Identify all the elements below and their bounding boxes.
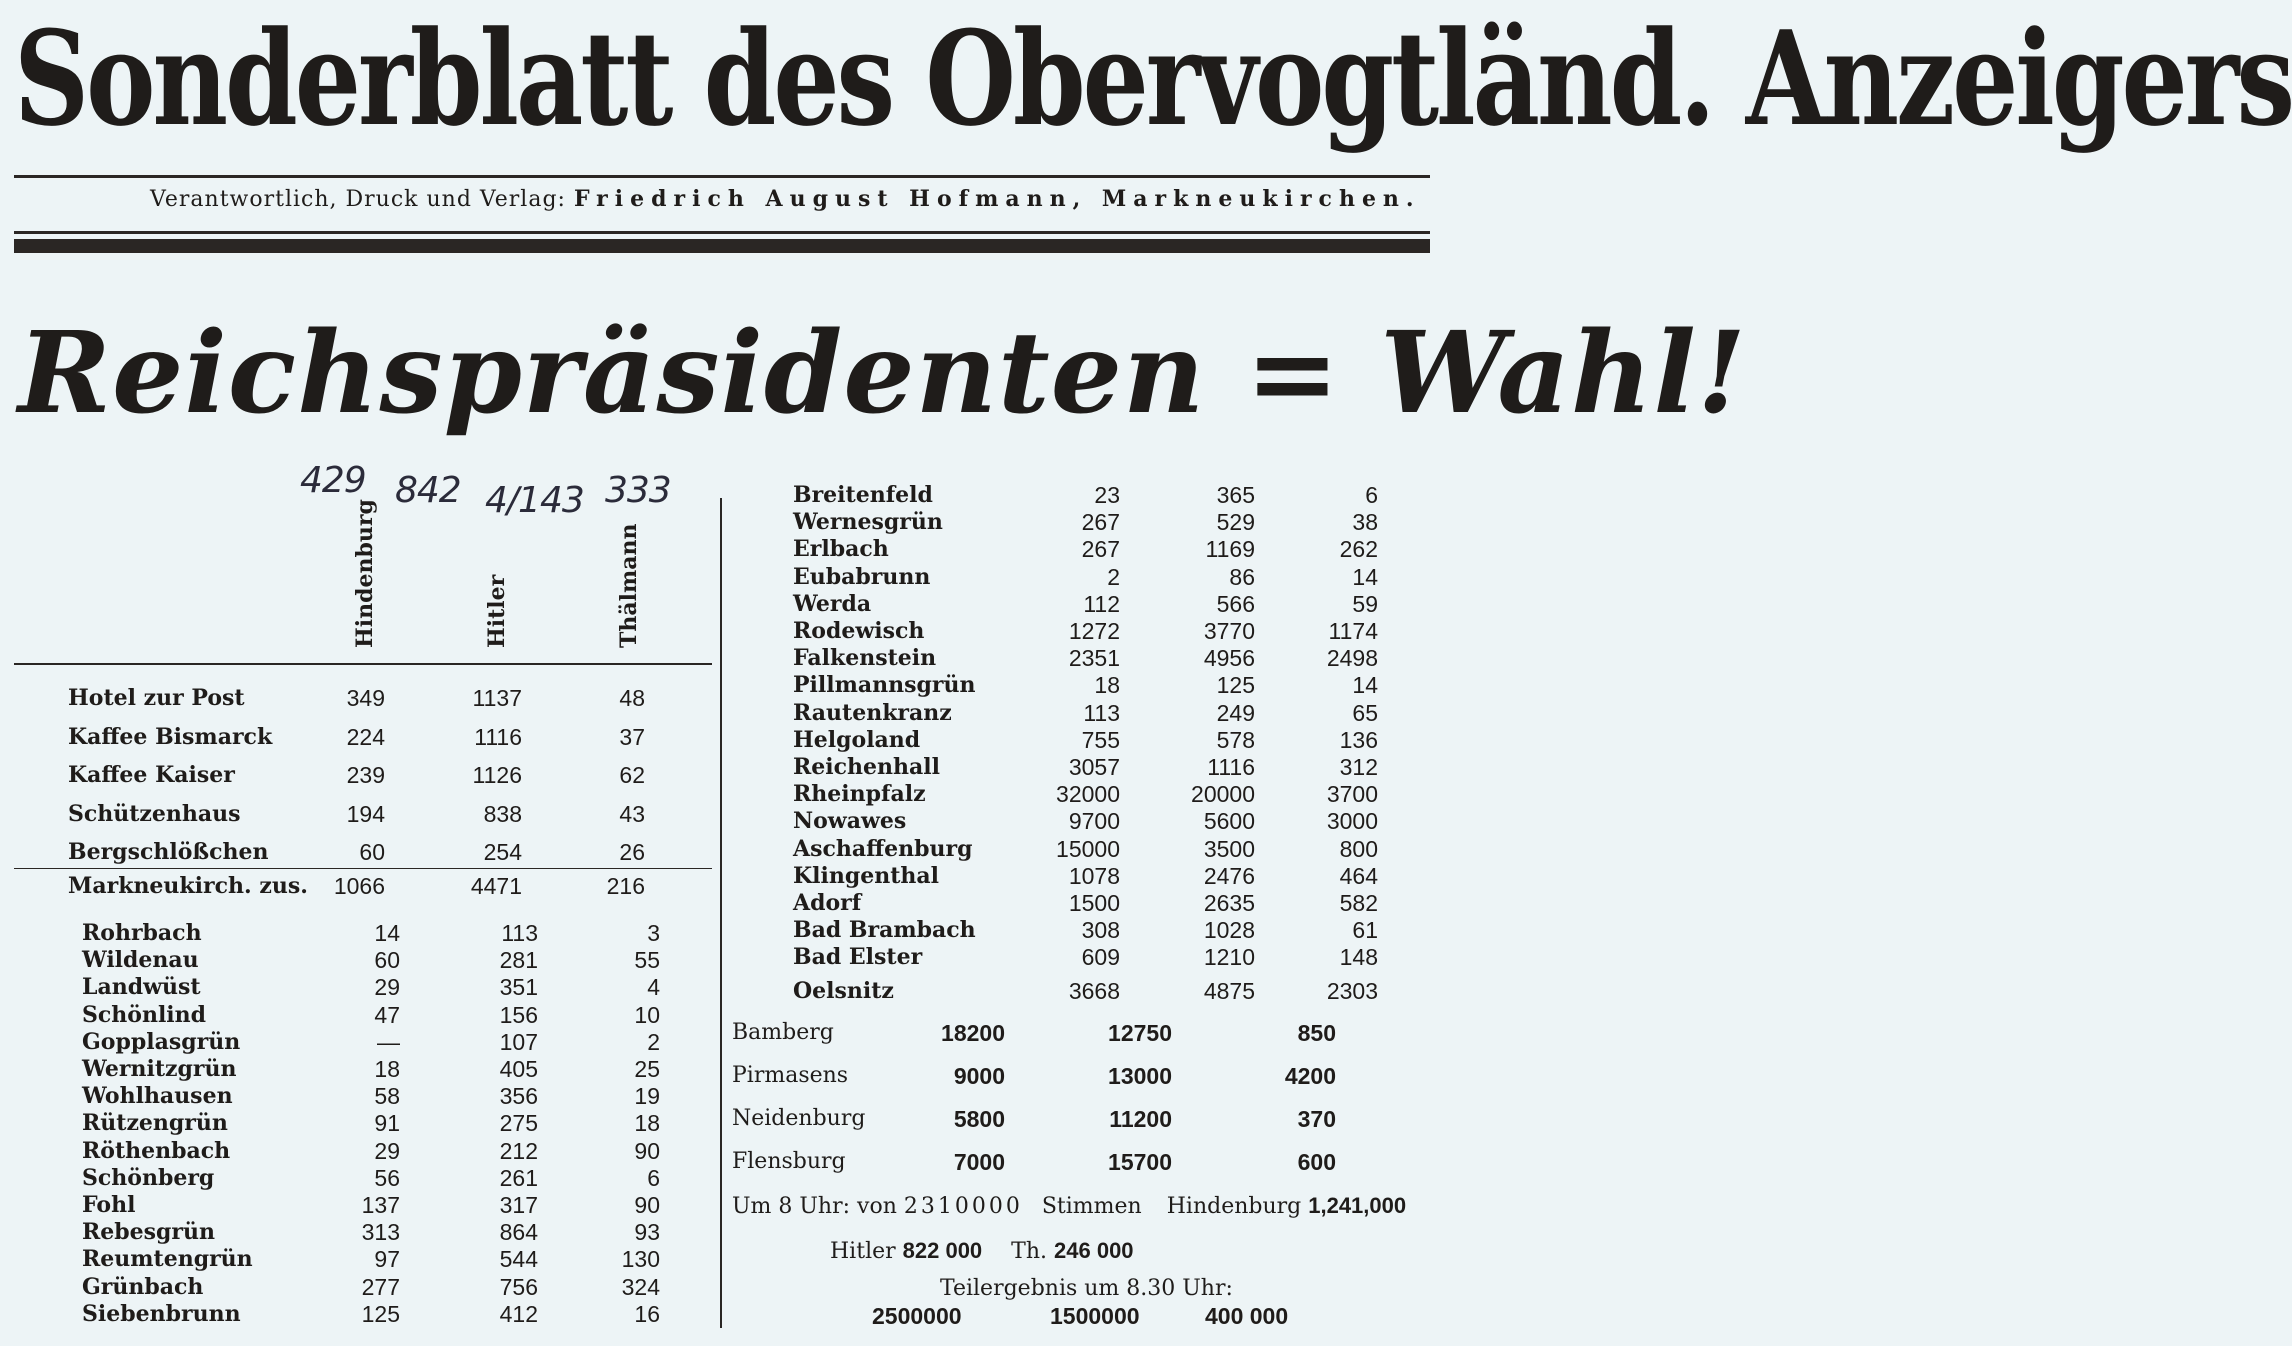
cell-hindenburg: 1272 — [1068, 618, 1120, 644]
cell-hindenburg: 97 — [374, 1246, 400, 1273]
row-name: Klingenthal — [793, 862, 939, 889]
cell-hitler: 212 — [499, 1137, 538, 1164]
cell-hindenburg: 15000 — [1056, 835, 1120, 862]
cell-thaelmann: 38 — [1352, 509, 1378, 536]
cell-hitler: 5600 — [1203, 808, 1255, 835]
handwritten-total-all: 4/143 — [485, 480, 584, 521]
rule-thick — [14, 239, 1430, 253]
cell-thaelmann: 800 — [1339, 835, 1378, 862]
cell-thaelmann: 10 — [634, 1001, 660, 1028]
row-name: Aschaffenburg — [793, 835, 973, 862]
cell-hitler: 261 — [499, 1164, 538, 1191]
row-name: Rautenkranz — [793, 699, 952, 726]
cell-thaelmann: 65 — [1352, 699, 1378, 726]
cell-thaelmann: 48 — [619, 685, 645, 711]
cell-thaelmann: 90 — [634, 1192, 660, 1218]
cell-hitler: 412 — [499, 1300, 538, 1327]
cell-hitler: 86 — [1229, 563, 1255, 590]
cell-hindenburg: — — [377, 1028, 400, 1055]
cell-hitler: 1028 — [1203, 917, 1255, 944]
handwritten-total-thaelmann: 333 — [605, 470, 671, 511]
cell-thaelmann: 4200 — [1284, 1063, 1336, 1089]
cell-thaelmann: 6 — [647, 1164, 660, 1191]
cell-thaelmann: 25 — [634, 1056, 660, 1082]
cell-thaelmann: 2303 — [1326, 977, 1378, 1004]
cell-thaelmann: 3700 — [1326, 781, 1378, 808]
cell-hindenburg: 239 — [346, 762, 385, 788]
cell-thaelmann: 26 — [619, 839, 645, 865]
cell-thaelmann: 130 — [621, 1246, 660, 1273]
cell-hitler: 317 — [499, 1192, 538, 1218]
cell-hitler: 529 — [1216, 509, 1255, 536]
cell-thaelmann: 582 — [1339, 890, 1378, 916]
cell-hindenburg: 2351 — [1068, 645, 1120, 672]
row-name: Adorf — [793, 890, 862, 916]
cell-hindenburg: 32000 — [1056, 781, 1120, 808]
note-total-votes: 2310000 — [903, 1194, 1023, 1219]
cell-thaelmann: 2498 — [1326, 645, 1378, 672]
row-name: Kaffee Kaiser — [68, 762, 235, 788]
cell-hindenburg: 5800 — [953, 1106, 1005, 1132]
cell-hindenburg: 755 — [1081, 726, 1120, 753]
row-name: Pirmasens — [732, 1063, 849, 1088]
cell-thaelmann: 324 — [621, 1273, 660, 1300]
row-name: Nowawes — [793, 808, 907, 835]
cell-hindenburg: 18 — [374, 1056, 400, 1082]
masthead-title: Sonderblatt des Obervogtländ. Anzeigers — [14, 1, 2292, 156]
row-name: Kaffee Bismarck — [68, 723, 273, 750]
cell-hindenburg: 3668 — [1068, 977, 1120, 1004]
cell-hitler: 1137 — [472, 685, 522, 711]
note-votes-label: Stimmen — [1041, 1194, 1142, 1219]
cell-hitler: 405 — [499, 1056, 538, 1082]
cell-hitler: 544 — [499, 1246, 538, 1273]
cell-thaelmann: 14 — [1352, 563, 1378, 590]
cell-thaelmann: 55 — [634, 947, 660, 974]
cell-hitler: 20000 — [1191, 781, 1255, 808]
cell-thaelmann: 4 — [647, 974, 660, 1001]
cell-hitler: 4875 — [1203, 977, 1255, 1004]
row-name: Breitenfeld — [793, 482, 933, 508]
note-hindenburg-label: Hindenburg — [1166, 1194, 1302, 1219]
row-name: Hotel zur Post — [68, 685, 245, 711]
cell-hindenburg: 277 — [361, 1273, 400, 1300]
cell-hindenburg: 9000 — [953, 1063, 1005, 1089]
row-name: Eubabrunn — [793, 563, 931, 590]
cell-hitler: 2635 — [1203, 890, 1255, 916]
cell-hitler: 864 — [499, 1219, 538, 1246]
row-name: Fohl — [82, 1192, 136, 1218]
cell-hitler: 838 — [483, 800, 522, 827]
row-name: Markneukirch. zus. — [68, 872, 308, 899]
note-time: Um 8 Uhr: von — [732, 1194, 897, 1219]
cell-thaelmann: 850 — [1297, 1020, 1336, 1046]
row-name: Wildenau — [82, 947, 199, 974]
column-divider — [720, 498, 722, 1328]
cell-hitler: 2476 — [1203, 862, 1255, 889]
cell-hindenburg: 137 — [361, 1192, 400, 1218]
cell-thaelmann: 61 — [1352, 917, 1378, 944]
row-name: Rebesgrün — [82, 1219, 216, 1246]
row-name: Oelsnitz — [793, 977, 894, 1004]
cell-hindenburg: 2 — [1107, 563, 1120, 590]
cell-hitler: 281 — [499, 947, 538, 974]
cell-hitler: 13000 — [1108, 1063, 1172, 1089]
cell-hindenburg: 18 — [1094, 672, 1120, 699]
cell-hindenburg: 1078 — [1068, 862, 1120, 889]
cell-hitler: 356 — [499, 1083, 538, 1110]
cell-hindenburg: 1500 — [1068, 890, 1120, 916]
cell-hitler: 156 — [499, 1001, 538, 1028]
cell-hitler: 107 — [499, 1028, 538, 1055]
rule-thin — [14, 231, 1430, 234]
imprint-label: Verantwortlich, Druck und Verlag: — [150, 187, 566, 212]
left-table-rule — [14, 663, 712, 665]
row-name: Reichenhall — [793, 754, 940, 780]
row-name: Reumtengrün — [82, 1246, 253, 1273]
row-name: Neidenburg — [732, 1106, 866, 1131]
cell-thaelmann: 1174 — [1328, 618, 1378, 644]
note-line-2 — [830, 1238, 1134, 1264]
cell-hindenburg: 29 — [374, 974, 400, 1001]
row-name: Schönberg — [82, 1164, 215, 1191]
cell-hitler: 365 — [1216, 482, 1255, 508]
cell-hindenburg: 7000 — [953, 1149, 1005, 1175]
cell-hitler: 1116 — [474, 723, 522, 750]
row-name: Rohrbach — [82, 920, 202, 946]
cell-hitler: 11200 — [1109, 1106, 1172, 1132]
cell-hindenburg: 29 — [374, 1137, 400, 1164]
cell-hitler: 566 — [1216, 590, 1255, 617]
cell-hindenburg: 60 — [359, 839, 385, 865]
row-name: Wernitzgrün — [82, 1056, 237, 1082]
row-name: Siebenbrunn — [82, 1300, 241, 1327]
cell-thaelmann: 6 — [1365, 482, 1378, 508]
subtotal-rule — [14, 868, 712, 869]
row-name: Gopplasgrün — [82, 1028, 241, 1055]
row-name: Rützengrün — [82, 1110, 228, 1137]
cell-thaelmann: 18 — [634, 1110, 660, 1137]
row-name: Wohlhausen — [82, 1083, 233, 1110]
cell-thaelmann: 370 — [1297, 1106, 1336, 1132]
cell-hindenburg: 18200 — [941, 1020, 1005, 1046]
cell-hindenburg: 125 — [361, 1300, 400, 1327]
cell-hindenburg: 609 — [1081, 944, 1120, 971]
cell-thaelmann: 262 — [1339, 536, 1378, 563]
cell-hitler: 578 — [1216, 726, 1255, 753]
cell-thaelmann: 600 — [1297, 1149, 1336, 1175]
cell-thaelmann: 3000 — [1326, 808, 1378, 835]
row-name: Pillmannsgrün — [793, 672, 976, 699]
imprint-line — [150, 186, 1421, 212]
cell-hindenburg: 112 — [1083, 590, 1120, 617]
column-header-thaelmann: Thälmann — [616, 523, 642, 648]
cell-thaelmann: 148 — [1339, 944, 1378, 971]
cell-hitler: 4471 — [470, 872, 522, 899]
cell-thaelmann: 3 — [647, 920, 660, 946]
cell-hindenburg: 23 — [1094, 482, 1120, 508]
row-name: Rheinpfalz — [793, 781, 926, 808]
cell-hindenburg: 194 — [346, 800, 385, 827]
partial-result-thaelmann: 400 000 — [1205, 1303, 1289, 1329]
cell-thaelmann: 37 — [619, 723, 645, 750]
row-name: Bad Elster — [793, 944, 923, 971]
cell-hitler: 275 — [499, 1110, 538, 1137]
cell-thaelmann: 16 — [634, 1300, 660, 1327]
cell-hindenburg: 9700 — [1068, 808, 1120, 835]
row-name: Rodewisch — [793, 618, 925, 644]
note-line-3: Teilergebnis um 8.30 Uhr: — [940, 1276, 1233, 1301]
rule-top — [14, 175, 1430, 178]
cell-hitler: 1169 — [1205, 536, 1255, 563]
cell-hindenburg: 224 — [346, 723, 385, 750]
row-name: Wernesgrün — [793, 509, 943, 536]
cell-hindenburg: 267 — [1081, 509, 1120, 536]
cell-hindenburg: 308 — [1081, 917, 1120, 944]
cell-thaelmann: 216 — [606, 872, 645, 899]
note-hitler-value: 822 000 — [902, 1238, 983, 1263]
cell-hindenburg: 56 — [374, 1164, 400, 1191]
row-name: Bamberg — [732, 1020, 834, 1045]
cell-hindenburg: 3057 — [1068, 754, 1120, 780]
cell-hitler: 12750 — [1108, 1020, 1172, 1046]
cell-thaelmann: 136 — [1339, 726, 1378, 753]
cell-hindenburg: 313 — [361, 1219, 400, 1246]
cell-hindenburg: 91 — [374, 1110, 400, 1137]
cell-hitler: 113 — [501, 920, 538, 946]
row-name: Erlbach — [793, 536, 889, 563]
cell-hitler: 125 — [1216, 672, 1255, 699]
cell-thaelmann: 59 — [1352, 590, 1378, 617]
cell-hindenburg: 47 — [374, 1001, 400, 1028]
row-name: Falkenstein — [793, 645, 937, 672]
note-line-1 — [732, 1193, 1406, 1219]
cell-thaelmann: 2 — [647, 1028, 660, 1055]
cell-hitler: 3500 — [1203, 835, 1255, 862]
cell-hindenburg: 58 — [374, 1083, 400, 1110]
row-name: Schützenhaus — [68, 800, 241, 827]
cell-thaelmann: 19 — [634, 1083, 660, 1110]
cell-hindenburg: 267 — [1081, 536, 1120, 563]
cell-hitler: 4956 — [1203, 645, 1255, 672]
headline: Reichspräsidenten = Wahl! — [18, 308, 1748, 439]
cell-hindenburg: 113 — [1083, 699, 1120, 726]
row-name: Röthenbach — [82, 1137, 231, 1164]
row-name: Flensburg — [732, 1149, 846, 1174]
cell-hitler: 254 — [483, 839, 522, 865]
cell-hitler: 15700 — [1108, 1149, 1172, 1175]
cell-thaelmann: 14 — [1352, 672, 1378, 699]
cell-thaelmann: 90 — [634, 1137, 660, 1164]
cell-thaelmann: 43 — [619, 800, 645, 827]
handwritten-total-hitler: 842 — [395, 470, 461, 511]
column-header-hindenburg: Hindenburg — [352, 499, 378, 648]
note-thaelmann-label: Th. — [1011, 1239, 1048, 1264]
cell-hitler: 756 — [499, 1273, 538, 1300]
row-name: Werda — [793, 590, 872, 617]
row-name: Bergschlößchen — [68, 839, 269, 865]
note-hindenburg-value: 1,241,000 — [1308, 1193, 1407, 1218]
note-thaelmann-value: 246 000 — [1054, 1238, 1134, 1263]
row-name: Landwüst — [82, 974, 201, 1001]
cell-hitler: 351 — [499, 974, 538, 1001]
cell-hitler: 1210 — [1203, 944, 1255, 971]
cell-hitler: 3770 — [1203, 618, 1255, 644]
handwritten-total-hindenburg: 429 — [300, 460, 366, 501]
cell-thaelmann: 93 — [634, 1219, 660, 1246]
cell-hitler: 1126 — [472, 762, 522, 788]
note-hitler-label: Hitler — [830, 1239, 896, 1264]
imprint-name: Friedrich August Hofmann, Markneukirchen. — [573, 186, 1421, 212]
cell-hitler: 249 — [1216, 699, 1255, 726]
cell-thaelmann: 312 — [1339, 754, 1378, 780]
column-header-hitler: Hitler — [484, 574, 510, 648]
row-name: Schönlind — [82, 1001, 207, 1028]
partial-result-hindenburg: 2500000 — [872, 1303, 962, 1329]
cell-thaelmann: 62 — [619, 762, 645, 788]
row-name: Grünbach — [82, 1273, 204, 1300]
partial-result-hitler: 1500000 — [1050, 1303, 1140, 1329]
cell-hindenburg: 1066 — [333, 872, 385, 899]
cell-thaelmann: 464 — [1339, 862, 1378, 889]
cell-hindenburg: 60 — [374, 947, 400, 974]
row-name: Helgoland — [793, 726, 921, 753]
cell-hindenburg: 14 — [374, 920, 400, 946]
row-name: Bad Brambach — [793, 917, 976, 944]
cell-hitler: 1116 — [1207, 754, 1255, 780]
cell-hindenburg: 349 — [346, 685, 385, 711]
